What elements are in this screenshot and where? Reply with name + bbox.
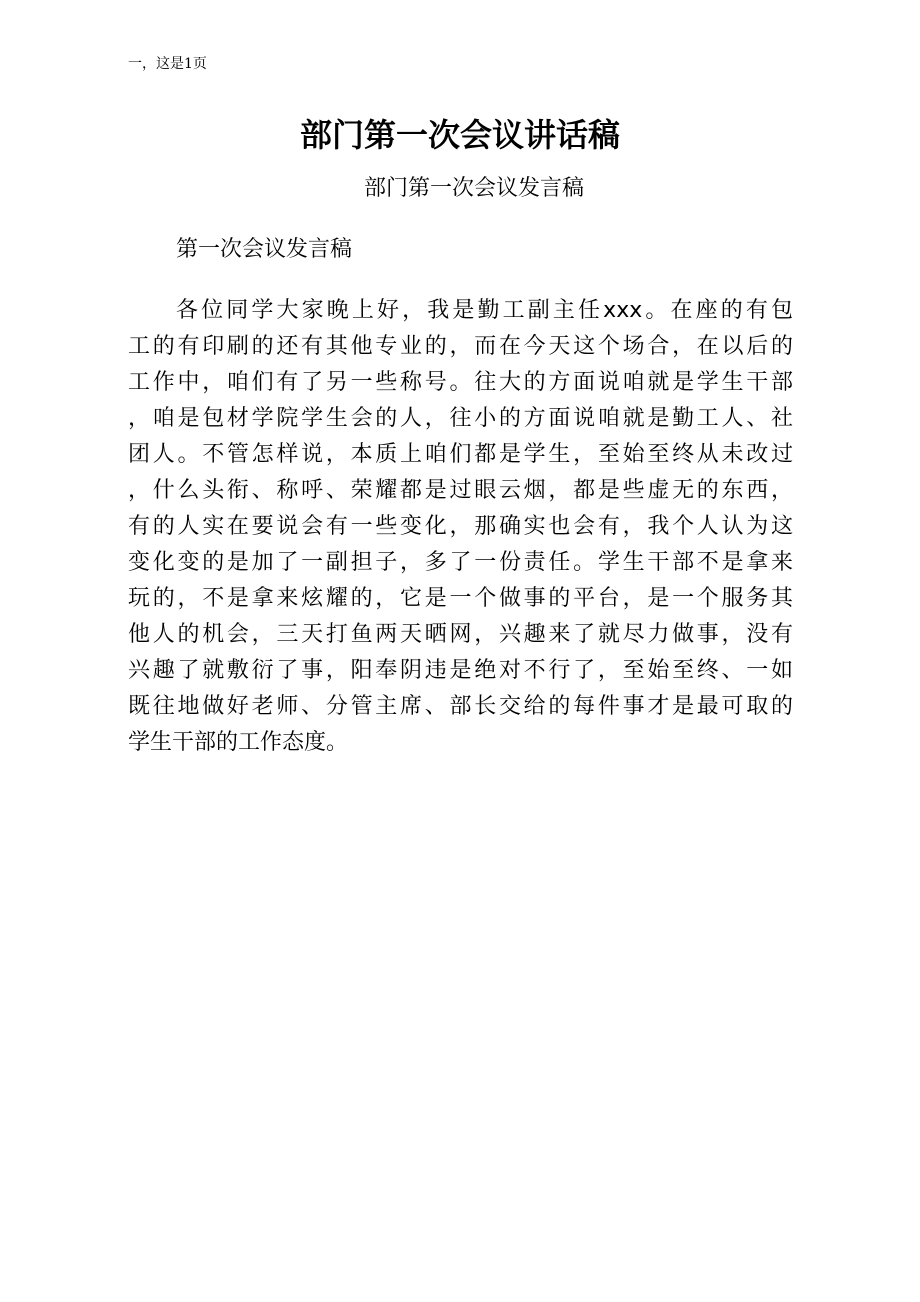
- paragraph-line: 学生干部的工作态度。: [128, 730, 349, 755]
- paragraph-line: 有的人实在要说会有一些变化，那确实也会有，我个人认为这: [128, 514, 793, 539]
- paragraph-line: 既往地做好老师、分管主席、部长交给的每件事才是最可取的: [128, 694, 793, 719]
- section-heading: 第一次会议发言稿: [176, 237, 353, 262]
- paragraph-line: ，咱是包材学院学生会的人，往小的方面说咱就是勤工人、社: [128, 406, 793, 431]
- paragraph-line: 兴趣了就敷衍了事，阳奉阴违是绝对不行了，至始至终、一如: [128, 658, 793, 683]
- paragraph-line: 工作中，咱们有了另一些称号。往大的方面说咱就是学生干部: [128, 370, 793, 395]
- paragraph-line: 团人。不管怎样说，本质上咱们都是学生，至始至终从未改过: [128, 442, 793, 467]
- paragraph-line: 工的有印刷的还有其他专业的，而在今天这个场合，在以后的: [128, 334, 793, 359]
- paragraph-line: 各位同学大家晚上好，我是勤工副主任xxx。在座的有包: [176, 298, 793, 323]
- body-paragraph: [128, 296, 793, 764]
- document-subtitle: 部门第一次会议发言稿: [364, 176, 585, 201]
- paragraph-line: 玩的，不是拿来炫耀的，它是一个做事的平台，是一个服务其: [128, 586, 793, 611]
- paragraph-line: ，什么头衔、称呼、荣耀都是过眼云烟，都是些虚无的东西，: [128, 478, 793, 503]
- page-marker: 一，这是1页: [128, 56, 207, 72]
- paragraph-line: 变化变的是加了一副担子，多了一份责任。学生干部不是拿来: [128, 550, 793, 575]
- paragraph-line: 他人的机会，三天打鱼两天晒网，兴趣来了就尽力做事，没有: [128, 622, 793, 647]
- document-title: 部门第一次会议讲话稿: [299, 116, 620, 154]
